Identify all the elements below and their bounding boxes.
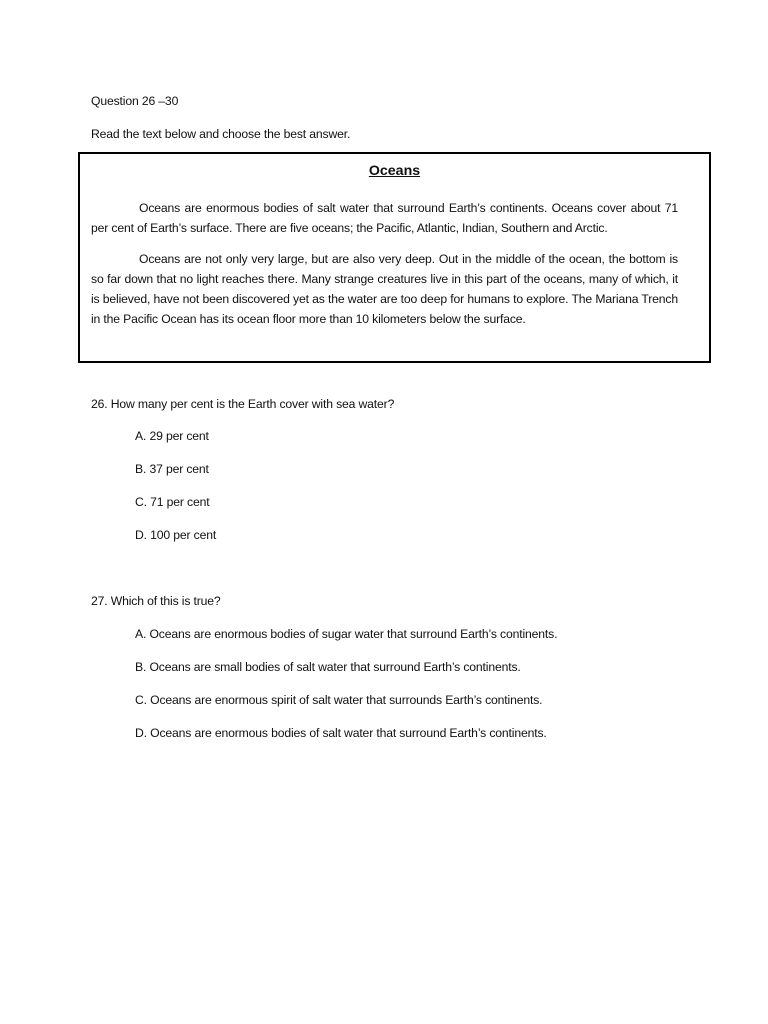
answer-option: A. 29 per cent <box>135 429 209 443</box>
question-range-heading: Question 26 –30 <box>91 94 179 108</box>
passage-title: Oceans <box>368 163 421 179</box>
reading-passage-box <box>78 152 711 363</box>
answer-option: D. Oceans are enormous bodies of salt water that surround Earth’s continents. <box>135 726 547 740</box>
instruction-text: Read the text below and choose the best answer. <box>91 127 351 141</box>
answer-option: B. Oceans are small bodies of salt water that surround Earth’s continents. <box>135 660 521 674</box>
question-text: 26. How many per cent is the Earth cover with sea water? <box>91 397 395 411</box>
passage-paragraph: Oceans are enormous bodies of salt water that surround Earth’s continents. Oceans cover about 71 per cent of Earth’s surface. There are five oceans; the Pacific, Atlantic, Indian, Southern and Arctic. <box>91 201 678 235</box>
answer-option: C. Oceans are enormous spirit of salt water that surrounds Earth’s continents. <box>135 693 543 707</box>
answer-option: D. 100 per cent <box>135 528 217 542</box>
answer-option: A. Oceans are enormous bodies of sugar water that surround Earth’s continents. <box>135 627 558 641</box>
answer-option: B. 37 per cent <box>135 462 209 476</box>
answer-option: C. 71 per cent <box>135 495 210 509</box>
question-text: 27. Which of this is true? <box>91 594 221 608</box>
passage-paragraph: Oceans are not only very large, but are also very deep. Out in the middle of the ocean, the bottom is so far down that no light reaches there. Many strange creatures live in this part of the oceans, many of which, it is believed, have not been discovered yet as the water are too deep for humans to explore. The Mariana Trench in the Pacific Ocean has its ocean floor more than 10 kilometers below the surface. <box>91 252 678 326</box>
